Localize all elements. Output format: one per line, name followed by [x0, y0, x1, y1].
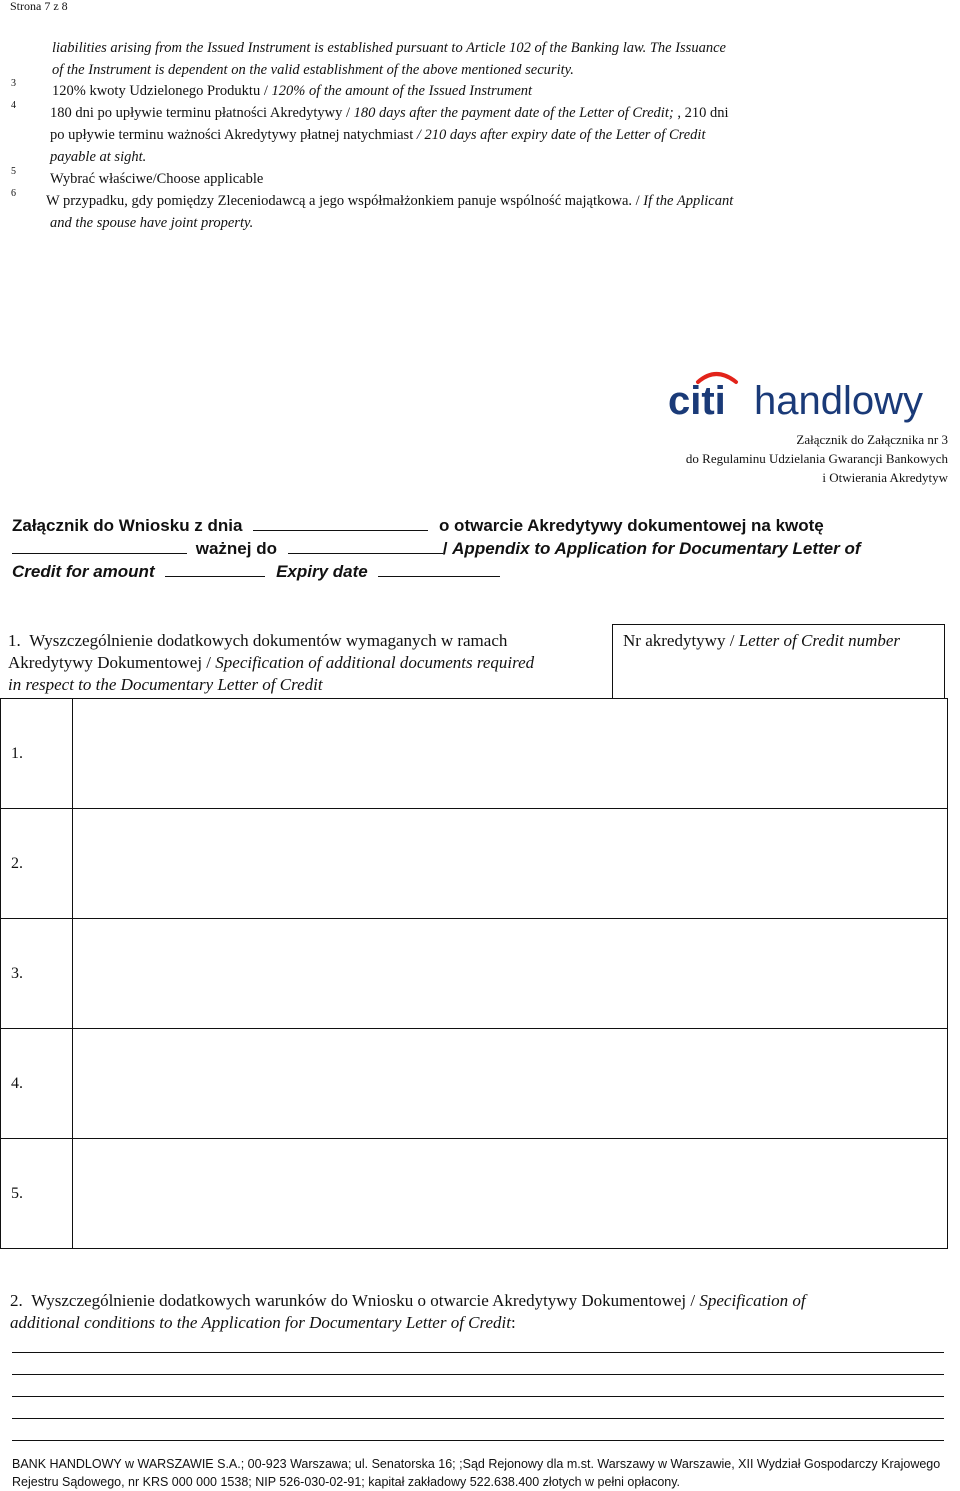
footer-line-1: BANK HANDLOWY w WARSZAWIE S.A.; 00-923 Warszawa; ul. Senatorska 16; ;Sąd Rejonowy dla m.st. Warszawy w Warszawie, XII Wydział Gospodarczy Krajowego: [12, 1457, 941, 1471]
section-2-pl: Wyszczególnienie dodatkowych warunków do Wniosku o otwarcie Akredytywy Dokumentowej /: [31, 1291, 700, 1310]
section-2-heading: [10, 1290, 950, 1334]
annex-line-2: do Regulaminu Udzielania Gwarancji Bankowych: [685, 451, 948, 466]
title-part-3: ważnej do: [195, 539, 277, 558]
footnote-4-en2: / 210 days after expiry date of the Letter of Credit: [416, 127, 706, 143]
additional-documents-table: [0, 698, 948, 1249]
condition-line-1[interactable]: [12, 1352, 944, 1353]
date-blank-field[interactable]: [253, 514, 428, 531]
footnote-4-pl2: po upływie terminu ważności Akredytywy płatnej natychmiast: [50, 127, 417, 143]
title-part-5: Appendix to Application for Documentary Letter of: [452, 539, 861, 558]
footnote-6-en1: If the Applicant: [643, 193, 734, 209]
section-2-number: 2.: [10, 1291, 23, 1310]
lc-number-label-en: Letter of Credit number: [738, 631, 901, 650]
section-2-colon: :: [511, 1313, 516, 1332]
title-part-2: o otwarcie Akredytywy dokumentowej na kwotę: [438, 516, 824, 535]
condition-line-2[interactable]: [12, 1374, 944, 1375]
condition-line-3[interactable]: [12, 1396, 944, 1397]
title-part-1: Załącznik do Wniosku z dnia: [12, 516, 243, 535]
document-entry-cell[interactable]: [73, 919, 948, 1029]
section-1-number: 1.: [8, 631, 21, 650]
page-footer: [12, 1455, 952, 1491]
citi-handlowy-logo: [668, 368, 933, 428]
annex-reference: [686, 430, 948, 487]
footnote-6-en2: and the spouse have joint property.: [50, 215, 254, 231]
footnote-6: [46, 190, 951, 234]
footnote-4: [50, 102, 950, 168]
footnote-3-pl: 120% kwoty Udzielonego Produktu /: [52, 83, 272, 99]
footnote-4-en1: 180 days after the payment date of the Letter of Credit;: [353, 105, 674, 121]
footnote-6-pl: W przypadku, gdy pomiędzy Zleceniodawcą a jego współmałżonkiem panuje wspólność majątkowa. /: [46, 193, 644, 209]
footer-line-2: Rejestru Sądowego, nr KRS 000 000 1538; NIP 526-030-02-91; kapitał zakładowy 522.638.400 złotych w pełni opłacony.: [12, 1475, 681, 1489]
row-number: 5.: [1, 1139, 73, 1249]
footnote-4-pl1: 180 dni po upływie terminu płatności Akredytywy /: [50, 105, 354, 121]
annex-line-3: i Otwierania Akredytyw: [822, 470, 948, 485]
footnote-4-mark: 4: [11, 100, 16, 111]
row-number: 3.: [1, 919, 73, 1029]
svg-text:handlowy: handlowy: [754, 379, 924, 423]
footnote-continuation: [52, 37, 952, 81]
expiry-date-blank-field[interactable]: [378, 560, 500, 577]
table-row: [1, 919, 948, 1029]
table-row: [1, 1139, 948, 1249]
amount-blank-field[interactable]: [12, 537, 187, 554]
row-number: 1.: [1, 699, 73, 809]
footnote-6-mark: 6: [11, 188, 16, 199]
lc-number-box[interactable]: [612, 624, 945, 698]
footnote-4-en3: payable at sight.: [50, 149, 147, 165]
footnote-3-en: 120% of the amount of the Issued Instrument: [271, 83, 533, 99]
svg-text:citi: citi: [668, 379, 726, 423]
row-number: 4.: [1, 1029, 73, 1139]
section-1-en-c: in respect to the Documentary Letter of Credit: [8, 675, 323, 694]
document-entry-cell[interactable]: [73, 1029, 948, 1139]
valid-until-blank-field[interactable]: [288, 537, 443, 554]
title-part-4: /: [442, 539, 453, 558]
footnote-cont-line1: liabilities arising from the Issued Instrument is established pursuant to Article 102 of the Banking law. The Issuance: [52, 40, 726, 56]
section-1-pl-b: Akredytywy Dokumentowej /: [8, 653, 216, 672]
footnote-3: [52, 80, 532, 102]
section-1-heading: [8, 630, 608, 696]
table-row: [1, 1029, 948, 1139]
footnote-3-mark: 3: [11, 78, 16, 89]
lc-number-label-pl: Nr akredytywy /: [623, 631, 739, 650]
annex-line-1: Załącznik do Załącznika nr 3: [796, 432, 948, 447]
footnote-4-tail: , 210 dni: [673, 105, 729, 121]
footnote-5-mark: 5: [11, 166, 16, 177]
form-title: [12, 514, 947, 583]
document-entry-cell[interactable]: [73, 809, 948, 919]
section-2-en-b: additional conditions to the Application for Documentary Letter of Credit: [10, 1313, 511, 1332]
condition-line-4[interactable]: [12, 1418, 944, 1419]
title-part-6: Credit for amount: [12, 562, 155, 581]
condition-line-5[interactable]: [12, 1440, 944, 1441]
document-entry-cell[interactable]: [73, 1139, 948, 1249]
section-1-pl-a: Wyszczególnienie dodatkowych dokumentów wymaganych w ramach: [29, 631, 508, 650]
footnote-cont-line2: of the Instrument is dependent on the valid establishment of the above mentioned security.: [52, 62, 574, 78]
citi-handlowy-logo-svg: [668, 368, 933, 428]
title-part-7: Expiry date: [276, 562, 368, 581]
table-row: [1, 809, 948, 919]
footnote-5: Wybrać właściwe/Choose applicable: [50, 171, 264, 187]
table-row: [1, 699, 948, 809]
section-1-en-b: Specification of additional documents required: [215, 653, 535, 672]
document-entry-cell[interactable]: [73, 699, 948, 809]
page-number: Strona 7 z 8: [10, 0, 68, 13]
section-2-en-a: Specification of: [699, 1291, 806, 1310]
row-number: 2.: [1, 809, 73, 919]
credit-amount-blank-field[interactable]: [165, 560, 265, 577]
